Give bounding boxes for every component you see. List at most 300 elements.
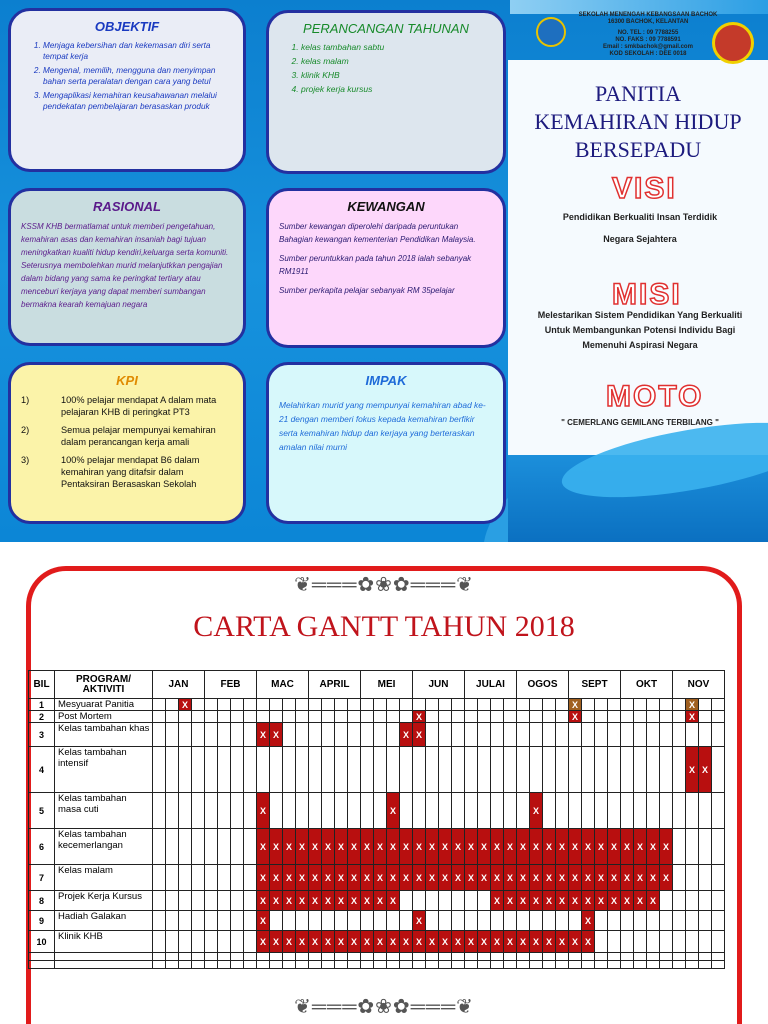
gantt-mark: X [647,829,660,865]
gantt-mark: X [374,829,387,865]
gantt-cell [595,961,608,969]
list-item: 2. Mengenal, memilih, mengguna dan menyimpan bahan serta peralatan dengan cara yang betul [43,65,233,87]
gantt-cell [673,911,686,931]
kewangan-p2: Sumber peruntukkan pada tahun 2018 ialah sebanyak RM1911 [279,254,472,276]
gantt-cell [244,747,257,793]
gantt-cell [348,699,361,711]
gantt-cell [712,865,725,891]
row-program: Kelas tambahan khas [55,723,153,747]
visi-title: VISI [612,172,677,205]
crest-icon [712,22,754,64]
gantt-cell [348,961,361,969]
gantt-mark: X [530,865,543,891]
kpi-card [8,362,246,524]
row-program: Hadiah Galakan [55,911,153,931]
row-program [55,953,153,961]
gantt-mark: X [413,711,426,723]
table-row [29,793,725,829]
gantt-mark: X [634,891,647,911]
gantt-cell [439,699,452,711]
gantt-cell [452,961,465,969]
gantt-cell [153,747,166,793]
gantt-cell [387,961,400,969]
gantt-cell [712,911,725,931]
gantt-mark: X [322,829,335,865]
gantt-cell [608,711,621,723]
row-program [55,961,153,969]
gantt-cell [218,723,231,747]
table-row [29,723,725,747]
gantt-cell [270,793,283,829]
month-header: JUN [413,671,465,699]
gantt-cell [647,793,660,829]
gantt-cell [166,747,179,793]
gantt-mark: X [504,891,517,911]
gantt-mark: X [621,829,634,865]
kpi-text: 100% pelajar mendapat B6 dalam kemahiran yang ditafsir dalam Pentaksiran Berasaskan Sekolah [61,455,200,489]
gantt-cell [673,953,686,961]
row-program: Kelas tambahan masa cuti [55,793,153,829]
gantt-mark: X [608,891,621,911]
list-item: 1. kelas tambahan sabtu [301,42,493,53]
gantt-mark: X [530,793,543,829]
moto-title: MOTO [606,380,704,413]
gantt-cell [179,747,192,793]
row-program: Projek Kerja Kursus [55,891,153,911]
kewangan-p3: Sumber perkapita pelajar sebanyak RM 35pelajar [279,286,455,295]
gantt-mark: X [452,829,465,865]
gantt-cell [582,711,595,723]
gantt-cell [608,793,621,829]
gantt-cell [517,747,530,793]
school-info [560,12,736,58]
month-header: FEB [205,671,257,699]
gantt-cell [543,723,556,747]
gantt-mark: X [309,865,322,891]
gantt-cell [426,953,439,961]
month-header: OGOS [517,671,569,699]
gantt-cell [426,723,439,747]
gantt-cell [712,723,725,747]
visi-l1: Pendidikan Berkualiti Insan Terdidik [562,212,718,222]
gantt-title: CARTA GANTT TAHUN 2018 [193,610,575,643]
gantt-mark: X [582,911,595,931]
gantt-mark: X [270,723,283,747]
gantt-cell [257,711,270,723]
list-item: 3. klinik KHB [301,70,493,81]
row-bil: 5 [29,793,55,829]
gantt-cell [686,829,699,865]
gantt-cell [478,911,491,931]
gantt-cell [413,961,426,969]
gantt-cell [543,711,556,723]
gantt-cell [218,793,231,829]
gantt-cell [556,911,569,931]
gantt-mark: X [647,891,660,911]
kpi-title: KPI [116,373,138,388]
gantt-mark: X [387,891,400,911]
gantt-mark: X [582,891,595,911]
gantt-cell [283,699,296,711]
gantt-cell [413,953,426,961]
gantt-cell [153,793,166,829]
gantt-cell [296,953,309,961]
gantt-cell [309,793,322,829]
gantt-cell [400,699,413,711]
school-address: 16300 BACHOK, KELANTAN [607,19,689,25]
gantt-cell [283,953,296,961]
gantt-cell [413,891,426,911]
gantt-cell [309,723,322,747]
gantt-cell [595,723,608,747]
gantt-cell [660,793,673,829]
table-row [29,865,725,891]
gantt-cell [218,865,231,891]
rasional-card [8,188,246,346]
gantt-cell [283,711,296,723]
gantt-cell [465,711,478,723]
gantt-cell [465,747,478,793]
gantt-cell [335,747,348,793]
gantt-cell [335,953,348,961]
gantt-cell [387,911,400,931]
gantt-header [29,671,725,699]
gantt-cell [283,793,296,829]
school-fax: NO. FAKS : 09 7788591 [615,37,681,43]
gantt-cell [426,711,439,723]
gantt-cell [673,747,686,793]
gantt-cell [634,699,647,711]
gantt-cell [634,961,647,969]
gantt-cell [608,747,621,793]
gantt-mark: X [400,931,413,953]
gantt-cell [218,747,231,793]
gantt-mark: X [634,829,647,865]
bil-header: BIL [29,671,55,699]
gantt-cell [569,953,582,961]
gantt-cell [569,747,582,793]
misi-l3: Memenuhi Aspirasi Negara [582,340,698,350]
gantt-cell [647,911,660,931]
gantt-cell [179,911,192,931]
gantt-cell [517,793,530,829]
gantt-mark: X [335,829,348,865]
kewangan-p1: Sumber kewangan diperolehi daripada peruntukan Bahagian kewangan kementerian Pendidikan Malaysia. [279,222,476,244]
gantt-cell [660,953,673,961]
gantt-cell [400,891,413,911]
gantt-cell [244,953,257,961]
gantt-cell [361,699,374,711]
gantt-mark: X [257,829,270,865]
gantt-cell [153,829,166,865]
gantt-mark: X [179,699,192,711]
perancangan-title: PERANCANGAN TAHUNAN [303,21,469,36]
list-item: 4. projek kerja kursus [301,84,493,95]
gantt-cell [348,911,361,931]
kpi-list [21,394,233,490]
gantt-cell [647,723,660,747]
kpi-text: Semua pelajar mempunyai kemahiran dalam perancangan kerja amali [61,425,216,447]
gantt-mark: X [543,931,556,953]
gantt-cell [179,829,192,865]
gantt-cell [452,891,465,911]
gantt-cell [205,961,218,969]
gantt-mark: X [660,829,673,865]
gantt-cell [673,711,686,723]
gantt-cell [309,747,322,793]
gantt-cell [374,747,387,793]
gantt-cell [699,865,712,891]
gantt-cell [595,931,608,953]
gantt-cell [192,747,205,793]
gantt-cell [556,723,569,747]
gantt-cell [712,931,725,953]
impak-title: IMPAK [365,373,407,388]
gantt-mark: X [595,829,608,865]
impak-text: Melahirkan murid yang mempunyai kemahiran abad ke-21 dengan memberi fokus kepada kemahiran berfikir serta kemahiran hidup dan kerjaya yang berteraskan amalan nilai murni [279,400,486,452]
gantt-cell [361,953,374,961]
gantt-cell [673,865,686,891]
gantt-cell [439,747,452,793]
gantt-mark: X [296,931,309,953]
gantt-cell [231,961,244,969]
gantt-mark: X [413,911,426,931]
gantt-mark: X [543,865,556,891]
gantt-mark: X [374,931,387,953]
gantt-cell [166,723,179,747]
gantt-mark: X [387,793,400,829]
gantt-cell [491,953,504,961]
gantt-mark: X [270,931,283,953]
gantt-mark: X [348,891,361,911]
gantt-cell [205,747,218,793]
gantt-mark: X [569,865,582,891]
gantt-cell [374,723,387,747]
gantt-cell [673,723,686,747]
gantt-cell [439,711,452,723]
gantt-cell [400,953,413,961]
gantt-cell [218,891,231,911]
gantt-cell [166,953,179,961]
gantt-cell [166,829,179,865]
row-bil [29,961,55,969]
row-program: Kelas tambahan kecemerlangan [55,829,153,865]
gantt-mark: X [465,829,478,865]
gantt-cell [491,911,504,931]
gantt-mark: X [517,931,530,953]
panitia-l2: KEMAHIRAN HIDUP [534,109,742,134]
gantt-cell [166,865,179,891]
gantt-mark: X [322,931,335,953]
gantt-cell [556,793,569,829]
gantt-mark: X [387,931,400,953]
gantt-cell [153,961,166,969]
gantt-mark: X [621,891,634,911]
gantt-mark: X [660,865,673,891]
gantt-cell [478,961,491,969]
gantt-mark: X [296,865,309,891]
gantt-mark: X [335,931,348,953]
month-header: JAN [153,671,205,699]
gantt-cell [361,723,374,747]
gantt-cell [608,699,621,711]
gantt-cell [504,953,517,961]
table-row [29,829,725,865]
gantt-cell [296,699,309,711]
gantt-mark: X [556,865,569,891]
month-header: MEI [361,671,413,699]
gantt-cell [504,711,517,723]
misi-l1: Melestarikan Sistem Pendidikan Yang Berkualiti [537,310,743,320]
row-program: Post Mortem [55,711,153,723]
gantt-cell [634,723,647,747]
gantt-cell [439,723,452,747]
gantt-cell [465,911,478,931]
gantt-mark: X [530,891,543,911]
gantt-mark: X [556,931,569,953]
gantt-cell [179,961,192,969]
gantt-cell [699,793,712,829]
gantt-cell [179,793,192,829]
gantt-cell [400,961,413,969]
gantt-cell [400,793,413,829]
list-item: 3. Mengaplikasi kemahiran keusahawanan melalui pendekatan pembelajaran berasaskan produk [43,90,233,112]
school-code: KOD SEKOLAH : DEE 0018 [609,51,687,57]
gantt-cell [660,699,673,711]
gantt-cell [712,961,725,969]
gantt-cell [686,961,699,969]
gantt-mark: X [283,829,296,865]
row-bil: 4 [29,747,55,793]
gantt-mark: X [504,865,517,891]
gantt-cell [634,747,647,793]
gantt-cell [465,953,478,961]
gantt-cell [621,911,634,931]
gantt-cell [231,711,244,723]
list-item [21,394,233,418]
gantt-mark: X [478,931,491,953]
gantt-cell [699,891,712,911]
gantt-cell [361,961,374,969]
gantt-cell [699,699,712,711]
gantt-cell [530,953,543,961]
gantt-mark: X [296,891,309,911]
gantt-cell [426,891,439,911]
list-item [21,424,233,448]
gantt-cell [231,931,244,953]
gantt-mark: X [270,891,283,911]
gantt-cell [179,931,192,953]
gantt-cell [296,711,309,723]
gantt-mark: X [374,891,387,911]
gantt-cell [699,953,712,961]
kpi-num: 3) [21,455,30,465]
gantt-cell [478,747,491,793]
gantt-cell [439,911,452,931]
gantt-mark: X [426,829,439,865]
gantt-cell [452,911,465,931]
school-email: Email : smkbachok@gmail.com [603,44,693,50]
gantt-cell [270,961,283,969]
gantt-cell [322,711,335,723]
gantt-cell [309,961,322,969]
gantt-cell [582,793,595,829]
gantt-cell [153,699,166,711]
gantt-cell [413,747,426,793]
gantt-cell [400,711,413,723]
gantt-cell [634,793,647,829]
gantt-cell [634,953,647,961]
gantt-cell [244,865,257,891]
misi-l2: Untuk Membangunkan Potensi Individu Bagi [544,325,736,335]
gantt-cell [192,931,205,953]
gantt-mark: X [478,829,491,865]
gantt-mark: X [452,865,465,891]
gantt-mark: X [439,829,452,865]
moto-text: " CEMERLANG GEMILANG TERBILANG " [561,418,719,427]
list-item [21,454,233,490]
gantt-mark: X [257,865,270,891]
gantt-cell [205,911,218,931]
gantt-cell [660,931,673,953]
gantt-cell [465,891,478,911]
gantt-cell [361,747,374,793]
gantt-cell [374,961,387,969]
gantt-mark: X [296,829,309,865]
gantt-cell [218,711,231,723]
gantt-cell [647,699,660,711]
gantt-cell [660,711,673,723]
gantt-mark: X [283,931,296,953]
gantt-mark: X [556,829,569,865]
gantt-cell [699,931,712,953]
gantt-mark: X [478,865,491,891]
gantt-mark: X [374,865,387,891]
impak-card [266,362,506,524]
gantt-cell [530,747,543,793]
table-row [29,931,725,953]
gantt-cell [517,723,530,747]
gantt-mark: X [257,891,270,911]
gantt-cell [348,953,361,961]
table-row [29,711,725,723]
gantt-cell [231,911,244,931]
gantt-cell [452,723,465,747]
gantt-mark: X [348,865,361,891]
month-header: NOV [673,671,725,699]
gantt-cell [387,711,400,723]
gantt-cell [634,931,647,953]
gantt-cell [699,711,712,723]
row-bil: 1 [29,699,55,711]
gantt-cell [699,829,712,865]
gantt-mark: X [283,865,296,891]
panitia-l1: PANITIA [595,81,681,106]
gantt-cell [543,911,556,931]
kewangan-title: KEWANGAN [347,199,425,214]
gantt-mark: X [400,723,413,747]
table-row [29,747,725,793]
gantt-mark: X [569,891,582,911]
gantt-mark: X [257,931,270,953]
gantt-cell [673,699,686,711]
gantt-mark: X [595,891,608,911]
gantt-mark: X [595,865,608,891]
month-header: SEPT [569,671,621,699]
gantt-cell [296,747,309,793]
gantt-mark: X [387,865,400,891]
gantt-cell [569,793,582,829]
